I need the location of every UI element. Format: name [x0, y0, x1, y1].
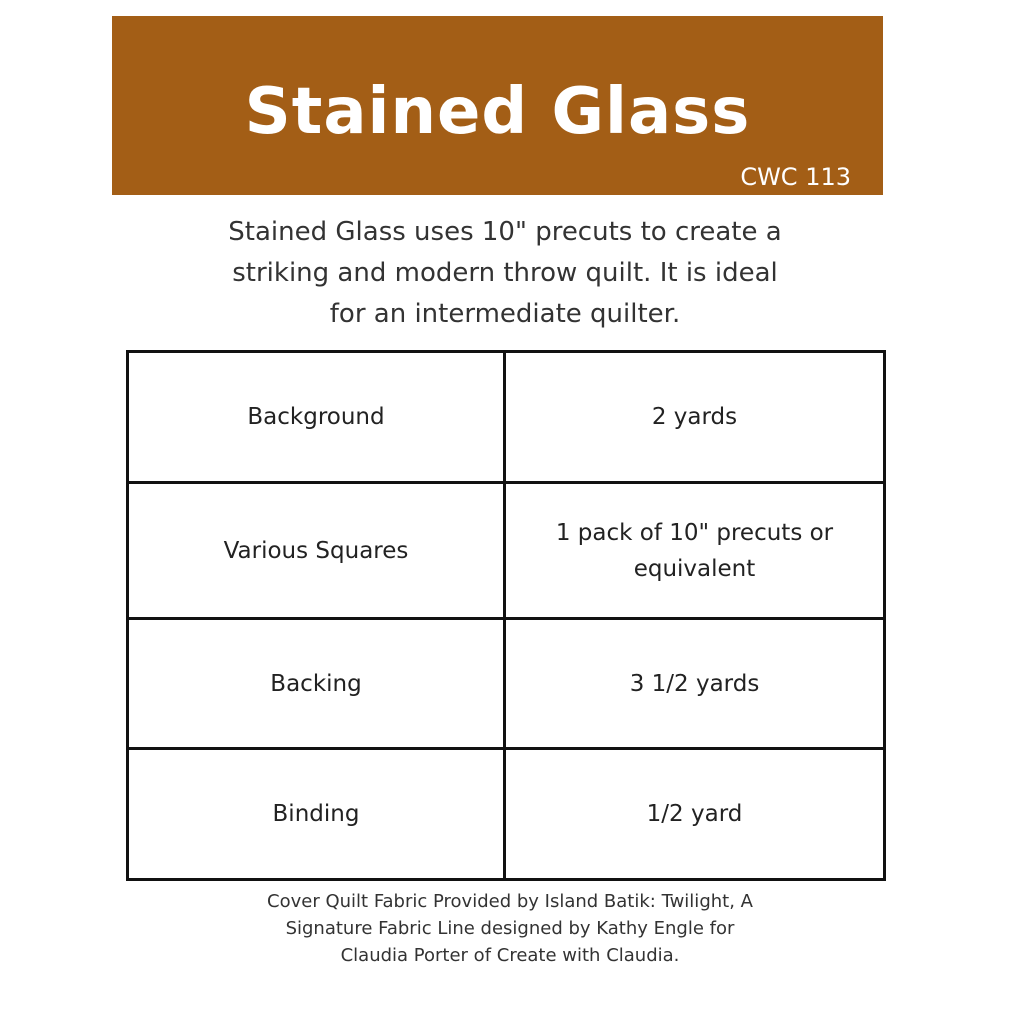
fabric-item-cell	[128, 749, 505, 880]
fabric-amount-cell	[505, 619, 885, 749]
table-row	[128, 352, 885, 483]
fabric-amount-text: 2 yards	[651, 404, 738, 430]
description-line: striking and modern throw quilt. It is ideal	[232, 258, 778, 288]
fabric-amount-cell	[505, 749, 885, 880]
fabric-amount-text: equivalent	[633, 555, 756, 582]
pattern-code: CWC 113	[740, 163, 851, 191]
fabric-requirements-table	[126, 350, 886, 881]
fabric-item-label: Binding	[272, 801, 360, 827]
fabric-amount-cell	[505, 483, 885, 619]
fabric-amount-text: 3 1/2 yards	[629, 670, 760, 697]
fabric-item-cell	[128, 619, 505, 749]
table-row	[128, 749, 885, 880]
table-row	[128, 619, 885, 749]
fabric-amount-cell	[505, 352, 885, 483]
title-banner	[112, 16, 883, 195]
fabric-item-cell	[128, 483, 505, 619]
fabric-item-label: Backing	[270, 670, 362, 697]
fabric-amount-text: 1/2 yard	[646, 801, 743, 827]
description-line: Stained Glass uses 10" precuts to create a	[228, 217, 782, 247]
pattern-title: Stained Glass	[244, 75, 751, 149]
fabric-amount-text: 1 pack of 10" precuts or	[555, 519, 834, 546]
description-line: for an intermediate quilter.	[329, 299, 681, 329]
fabric-item-cell	[128, 352, 505, 483]
table-row	[128, 483, 885, 619]
pattern-description	[150, 212, 860, 335]
fabric-item-label: Various Squares	[223, 537, 409, 564]
credits-line: Cover Quilt Fabric Provided by Island Batik: Twilight, A	[267, 891, 753, 912]
fabric-item-label: Background	[247, 404, 385, 430]
credits-line: Signature Fabric Line designed by Kathy Engle for	[285, 918, 735, 939]
credits-line: Claudia Porter of Create with Claudia.	[340, 945, 680, 966]
fabric-credits	[160, 888, 860, 969]
